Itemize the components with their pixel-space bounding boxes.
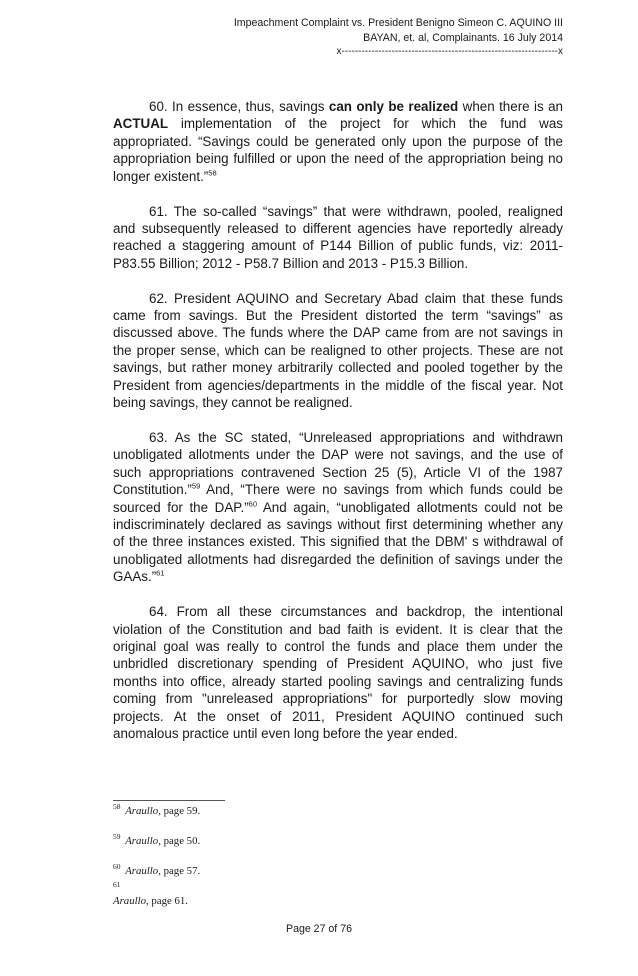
footnote-60: $^{60}$ Araullo, page 57. — [113, 862, 201, 877]
footnote-59: $^{59}$ Araullo, page 50. — [113, 832, 201, 847]
paragraph-63: 63. As the SC stated, “Unreleased appropriations and withdrawn unobligated allotments under the DAP were not savings, and the use of such appropriations contravened Section 25 (5), Article VI of the 1987 Constitution.”$^{59}$ And, “There were no savings from which funds could be sourced for the DAP.”$^{60}$ And again, “unobligated allotments could not be indiscriminately declared as savings without first determining whether any of the three instances existed. This signified that the DBM' s withdrawal of unobligated allotments had disregarded the definition of savings under the GAAs.”$^{61}$ — [113, 430, 563, 585]
footnote-divider — [113, 800, 225, 801]
emphasis-realized: can only be realized — [328, 99, 459, 114]
emphasis-actual: ACTUAL — [113, 116, 169, 132]
footnotes — [113, 802, 201, 925]
footnote-ref-58: 58 — [208, 168, 217, 178]
header-subtitle: BAYAN, et. al, Complainants. 16 July 2014 — [363, 31, 563, 44]
header-title: Impeachment Complaint vs. President Benigno Simeon C. AQUINO III — [233, 17, 563, 29]
paragraph-61: 61. The so-called “savings” that were withdrawn, pooled, realigned and subsequently released to different agencies have reportedly already reached a staggering amount of P144 Billion of public funds, viz: 2011- P83.55 Billion; 2012 - P58.7 Billion and 2013 - P15.3 Billion. — [113, 203, 563, 271]
footnote-58: $^{58}$ Araullo, page 59. — [113, 802, 201, 817]
footnote-ref-59: 59 — [191, 481, 201, 491]
footnote-ref-61: 61 — [156, 568, 165, 578]
footnote-ref-60: 60 — [248, 499, 257, 509]
paragraph-62: 62. President AQUINO and Secretary Abad claim that these funds came from savings. But the President distorted the term “savings” as discussed above. The funds where the DAP came from are not savings in the proper sense, which can be realigned to other projects. These are not savings, but rather money arbitrarily collected and pooled together by the President from agencies/departments in the middle of the fiscal year. Not being savings, they cannot be realigned. — [113, 290, 563, 411]
footnote-61: 61 Araullo, page 61. — [113, 880, 188, 907]
document-body — [113, 98, 563, 760]
running-header — [234, 16, 563, 60]
paragraph-60: 60. In essence, thus, savings can only be realized when there is an ACTUAL implementation of the project for which the fund was appropriated. “Savings could be generated only upon the purpose of the appropriation being fulfilled or upon the need of the appropriation being no longer existent.”$^{58}$ — [113, 99, 563, 184]
header-rule: x-----------------------------------------------------------------x — [336, 46, 563, 57]
paragraph-64: 64. From all these circumstances and backdrop, the intentional violation of the Constitution and bad faith is evident. It is clear that the original goal was really to control the funds and place them under the unbridled discretionary spending of President AQUINO, who just five months into office, already started pooling savings and centralizing funds coming from "unreleased appropriations" for purportedly slow moving projects. At the onset of 2011, President AQUINO continued such anomalous practice until even long before the year ended. — [113, 604, 563, 741]
page-number: Page 27 of 76 — [286, 923, 352, 935]
